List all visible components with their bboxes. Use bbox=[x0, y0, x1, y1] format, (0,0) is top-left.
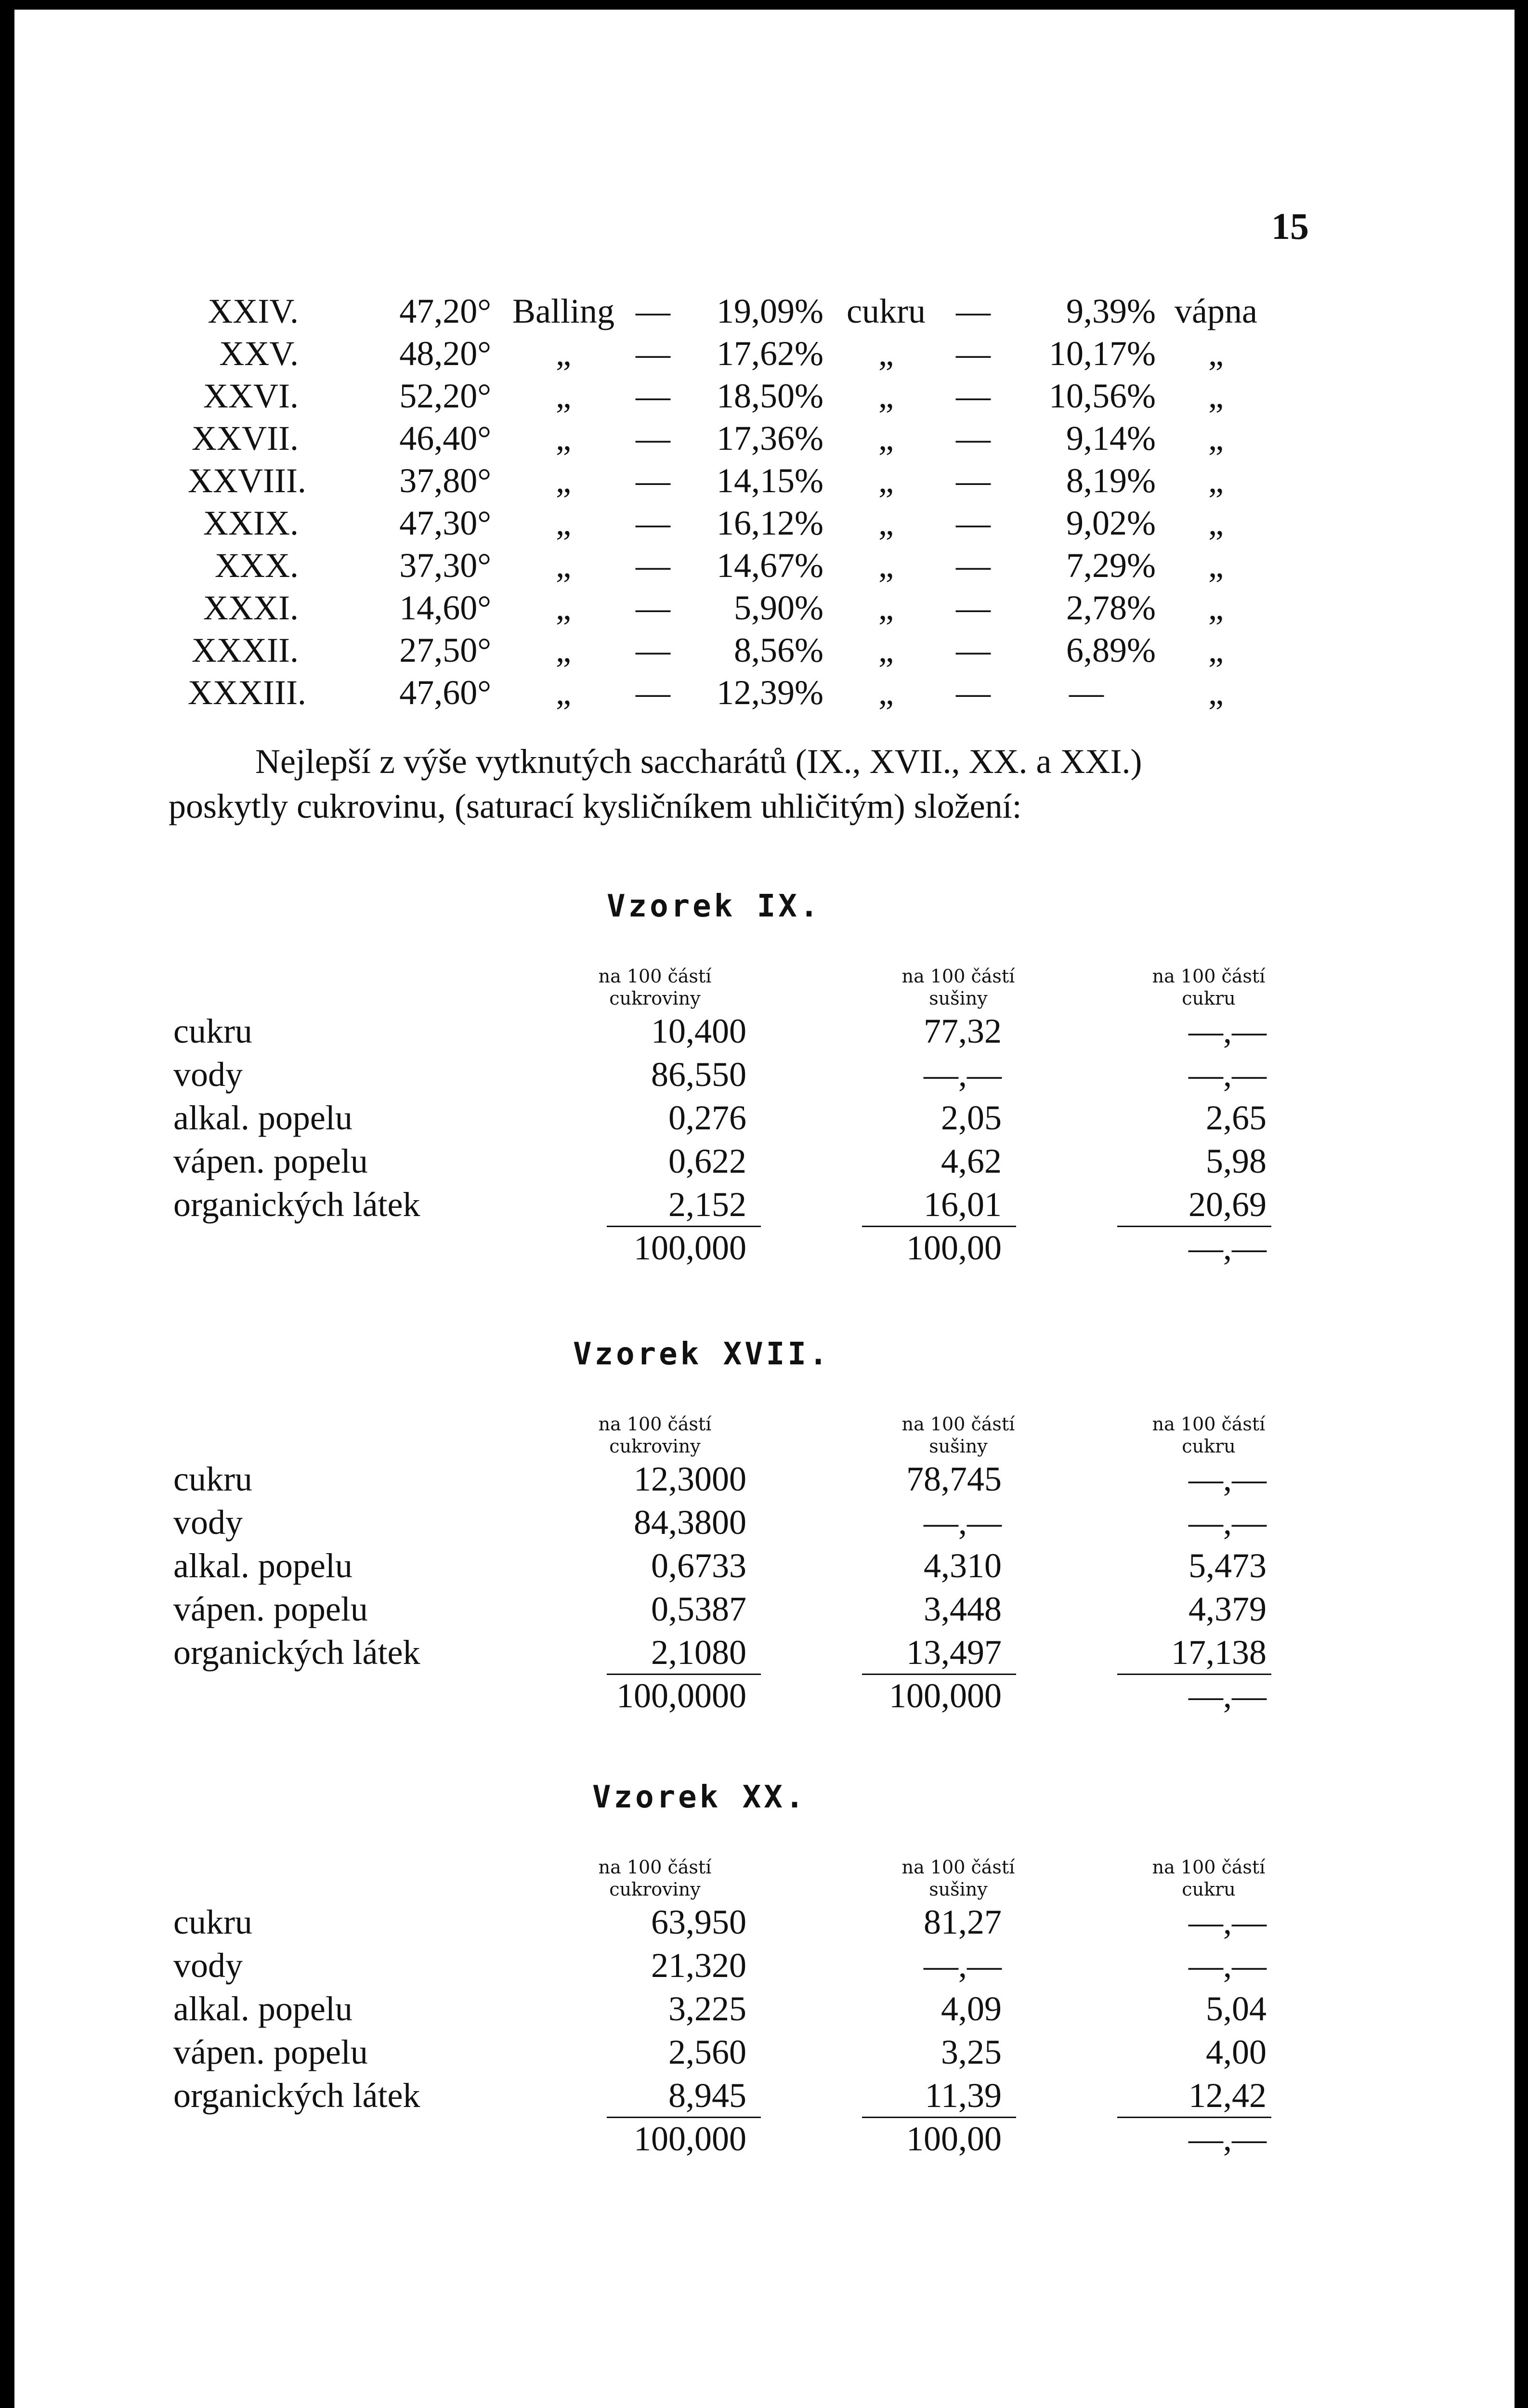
degree-value: 52,20° bbox=[399, 377, 491, 415]
value-cukroviny: 3,225 bbox=[668, 1989, 746, 2028]
sugar-word: „ bbox=[878, 377, 894, 415]
degree-value: 27,50° bbox=[399, 631, 491, 669]
row-label: cukru bbox=[173, 1460, 252, 1498]
lime-word: „ bbox=[1208, 546, 1224, 585]
row-label: vápen. popelu bbox=[173, 1142, 368, 1180]
sample-title: Vzorek IX. bbox=[607, 889, 822, 924]
row-label: vody bbox=[173, 1055, 243, 1094]
total-susiny: 100,000 bbox=[889, 1676, 1002, 1715]
header-susiny: na 100 částí sušiny bbox=[901, 966, 1015, 1009]
row-id: XXXI. bbox=[203, 589, 299, 627]
row-id: XXV. bbox=[219, 334, 299, 373]
value-susiny: —,— bbox=[924, 1503, 1002, 1542]
value-cukru: —,— bbox=[1188, 1460, 1267, 1498]
value-susiny: 81,27 bbox=[924, 1903, 1002, 1941]
sugar-word: „ bbox=[878, 546, 894, 585]
lime-word: „ bbox=[1208, 419, 1224, 458]
lime-percent: 8,19% bbox=[1066, 461, 1156, 500]
value-cukru: 4,00 bbox=[1206, 2033, 1267, 2071]
sugar-percent: 8,56% bbox=[734, 631, 823, 669]
lime-word: „ bbox=[1208, 589, 1224, 627]
value-cukroviny: 0,622 bbox=[668, 1142, 746, 1180]
value-cukroviny: 12,3000 bbox=[634, 1460, 746, 1498]
value-cukru: 4,379 bbox=[1188, 1590, 1267, 1628]
row-label: cukru bbox=[173, 1012, 252, 1050]
sugar-word: „ bbox=[878, 461, 894, 500]
sum-rule bbox=[862, 1226, 1016, 1227]
lime-percent: 9,39% bbox=[1066, 292, 1156, 330]
value-cukru: —,— bbox=[1188, 1946, 1267, 1985]
value-susiny: 16,01 bbox=[924, 1185, 1002, 1224]
dash: — bbox=[636, 334, 670, 373]
sample-title: Vzorek XX. bbox=[592, 1780, 807, 1815]
unit-label: „ bbox=[556, 377, 571, 415]
value-cukru: —,— bbox=[1188, 1055, 1267, 1094]
document-page bbox=[14, 10, 1515, 2408]
row-label: organických látek bbox=[173, 1185, 420, 1224]
sum-rule bbox=[1117, 1226, 1271, 1227]
value-cukroviny: 86,550 bbox=[651, 1055, 746, 1094]
value-cukru: —,— bbox=[1188, 1503, 1267, 1542]
row-id: XXVII. bbox=[192, 419, 299, 458]
unit-label: „ bbox=[556, 546, 571, 585]
row-id: XXXII. bbox=[192, 631, 299, 669]
dash: — bbox=[956, 377, 991, 415]
degree-value: 47,20° bbox=[399, 292, 491, 330]
sum-rule bbox=[862, 1674, 1016, 1675]
value-susiny: 13,497 bbox=[906, 1633, 1002, 1672]
lime-word: „ bbox=[1208, 334, 1224, 373]
row-label: organických látek bbox=[173, 1633, 420, 1672]
sugar-percent: 18,50% bbox=[717, 377, 823, 415]
value-cukroviny: 2,560 bbox=[668, 2033, 746, 2071]
lime-percent: 2,78% bbox=[1066, 589, 1156, 627]
value-susiny: 11,39 bbox=[925, 2076, 1002, 2115]
value-susiny: 4,09 bbox=[941, 1989, 1002, 2028]
sugar-word: „ bbox=[878, 419, 894, 458]
row-label: vápen. popelu bbox=[173, 2033, 368, 2071]
dash: — bbox=[636, 377, 670, 415]
lime-percent: 7,29% bbox=[1066, 546, 1156, 585]
unit-label: „ bbox=[556, 334, 571, 373]
sugar-word: „ bbox=[878, 504, 894, 542]
value-susiny: 3,25 bbox=[941, 2033, 1002, 2071]
value-cukru: 17,138 bbox=[1171, 1633, 1267, 1672]
unit-label: Balling bbox=[512, 292, 614, 330]
lime-word: „ bbox=[1208, 504, 1224, 542]
value-cukru: 5,04 bbox=[1206, 1989, 1267, 2028]
sugar-percent: 16,12% bbox=[717, 504, 823, 542]
header-cukru: na 100 částí cukru bbox=[1152, 1413, 1266, 1457]
dash: — bbox=[636, 292, 670, 330]
value-susiny: 2,05 bbox=[941, 1099, 1002, 1137]
lime-word: „ bbox=[1208, 377, 1224, 415]
header-cukru: na 100 částí cukru bbox=[1152, 1857, 1266, 1900]
lime-percent: 6,89% bbox=[1066, 631, 1156, 669]
sugar-percent: 14,67% bbox=[717, 546, 823, 585]
unit-label: „ bbox=[556, 631, 571, 669]
value-cukru: 5,98 bbox=[1206, 1142, 1267, 1180]
row-label: cukru bbox=[173, 1903, 252, 1941]
value-susiny: —,— bbox=[924, 1055, 1002, 1094]
sugar-word: cukru bbox=[847, 292, 926, 330]
sugar-percent: 5,90% bbox=[734, 589, 823, 627]
unit-label: „ bbox=[556, 461, 571, 500]
degree-value: 37,30° bbox=[399, 546, 491, 585]
intro-line-2: poskytly cukrovinu, (saturací kysličníkem uhličitým) složení: bbox=[169, 787, 1022, 825]
sugar-word: „ bbox=[878, 334, 894, 373]
lime-word: „ bbox=[1208, 461, 1224, 500]
value-cukru: 20,69 bbox=[1188, 1185, 1267, 1224]
sugar-percent: 12,39% bbox=[717, 673, 823, 712]
row-id: XXXIII. bbox=[188, 673, 306, 712]
row-id: XXX. bbox=[215, 546, 299, 585]
value-susiny: 4,310 bbox=[924, 1546, 1002, 1585]
lime-word: vápna bbox=[1175, 292, 1257, 330]
dash: — bbox=[956, 504, 991, 542]
dash: — bbox=[956, 292, 991, 330]
header-cukroviny: na 100 částí cukroviny bbox=[598, 1857, 712, 1900]
row-label: vápen. popelu bbox=[173, 1590, 368, 1628]
sum-rule bbox=[1117, 2117, 1271, 2118]
value-cukroviny: 21,320 bbox=[651, 1946, 746, 1985]
value-susiny: 3,448 bbox=[924, 1590, 1002, 1628]
total-cukroviny: 100,000 bbox=[634, 1229, 746, 1267]
value-cukroviny: 2,152 bbox=[668, 1185, 746, 1224]
total-susiny: 100,00 bbox=[906, 2120, 1002, 2158]
sample-title: Vzorek XVII. bbox=[573, 1336, 831, 1372]
total-cukru: —,— bbox=[1188, 1676, 1267, 1715]
sugar-percent: 19,09% bbox=[717, 292, 823, 330]
value-cukru: —,— bbox=[1188, 1903, 1267, 1941]
header-cukroviny: na 100 částí cukroviny bbox=[598, 966, 712, 1009]
dash: — bbox=[636, 546, 670, 585]
sugar-percent: 17,36% bbox=[717, 419, 823, 458]
value-susiny: —,— bbox=[924, 1946, 1002, 1985]
unit-label: „ bbox=[556, 504, 571, 542]
row-id: XXIV. bbox=[208, 292, 299, 330]
dash: — bbox=[636, 589, 670, 627]
value-cukru: 12,42 bbox=[1188, 2076, 1267, 2115]
row-label: organických látek bbox=[173, 2076, 420, 2115]
header-cukroviny: na 100 částí cukroviny bbox=[598, 1413, 712, 1457]
value-cukroviny: 0,6733 bbox=[651, 1546, 746, 1585]
dash: — bbox=[956, 334, 991, 373]
value-cukroviny: 10,400 bbox=[651, 1012, 746, 1050]
value-cukroviny: 0,276 bbox=[668, 1099, 746, 1137]
value-cukru: 2,65 bbox=[1206, 1099, 1267, 1137]
value-cukroviny: 0,5387 bbox=[651, 1590, 746, 1628]
sugar-word: „ bbox=[878, 673, 894, 712]
value-cukroviny: 63,950 bbox=[651, 1903, 746, 1941]
dash: — bbox=[956, 461, 991, 500]
sum-rule bbox=[607, 2117, 761, 2118]
value-susiny: 78,745 bbox=[906, 1460, 1002, 1498]
dash: — bbox=[636, 673, 670, 712]
value-cukroviny: 84,3800 bbox=[634, 1503, 746, 1542]
lime-percent: 10,17% bbox=[1049, 334, 1156, 373]
row-label: alkal. popelu bbox=[173, 1989, 353, 2028]
lime-percent: 9,14% bbox=[1066, 419, 1156, 458]
row-label: vody bbox=[173, 1503, 243, 1542]
header-susiny: na 100 částí sušiny bbox=[901, 1857, 1015, 1900]
row-id: XXVI. bbox=[203, 377, 299, 415]
unit-label: „ bbox=[556, 673, 571, 712]
dash: — bbox=[636, 504, 670, 542]
total-cukroviny: 100,0000 bbox=[616, 1676, 746, 1715]
total-cukroviny: 100,000 bbox=[634, 2120, 746, 2158]
row-id: XXVIII. bbox=[188, 461, 306, 500]
intro-line-1: Nejlepší z výše vytknutých saccharátů (IX., XVII., XX. a XXI.) bbox=[255, 742, 1142, 781]
degree-value: 37,80° bbox=[399, 461, 491, 500]
dash: — bbox=[636, 461, 670, 500]
value-cukroviny: 8,945 bbox=[668, 2076, 746, 2115]
row-label: vody bbox=[173, 1946, 243, 1985]
header-cukru: na 100 částí cukru bbox=[1152, 966, 1266, 1009]
sum-rule bbox=[607, 1226, 761, 1227]
sugar-percent: 14,15% bbox=[717, 461, 823, 500]
lime-word: „ bbox=[1208, 673, 1224, 712]
sum-rule bbox=[1117, 1674, 1271, 1675]
lime-percent: 10,56% bbox=[1049, 377, 1156, 415]
total-cukru: —,— bbox=[1188, 1229, 1267, 1267]
dash: — bbox=[956, 589, 991, 627]
value-cukroviny: 2,1080 bbox=[651, 1633, 746, 1672]
degree-value: 48,20° bbox=[399, 334, 491, 373]
value-cukru: 5,473 bbox=[1188, 1546, 1267, 1585]
value-cukru: —,— bbox=[1188, 1012, 1267, 1050]
lime-percent: — bbox=[1069, 673, 1104, 712]
row-label: alkal. popelu bbox=[173, 1546, 353, 1585]
degree-value: 47,60° bbox=[399, 673, 491, 712]
dash: — bbox=[956, 631, 991, 669]
header-susiny: na 100 částí sušiny bbox=[901, 1413, 1015, 1457]
degree-value: 14,60° bbox=[399, 589, 491, 627]
degree-value: 47,30° bbox=[399, 504, 491, 542]
total-cukru: —,— bbox=[1188, 2120, 1267, 2158]
unit-label: „ bbox=[556, 589, 571, 627]
lime-word: „ bbox=[1208, 631, 1224, 669]
sugar-word: „ bbox=[878, 631, 894, 669]
total-susiny: 100,00 bbox=[906, 1229, 1002, 1267]
sugar-word: „ bbox=[878, 589, 894, 627]
dash: — bbox=[636, 419, 670, 458]
dash: — bbox=[956, 673, 991, 712]
degree-value: 46,40° bbox=[399, 419, 491, 458]
page-number: 15 bbox=[1271, 205, 1309, 247]
lime-percent: 9,02% bbox=[1066, 504, 1156, 542]
sugar-percent: 17,62% bbox=[717, 334, 823, 373]
dash: — bbox=[956, 419, 991, 458]
unit-label: „ bbox=[556, 419, 571, 458]
sum-rule bbox=[862, 2117, 1016, 2118]
dash: — bbox=[636, 631, 670, 669]
sum-rule bbox=[607, 1674, 761, 1675]
row-label: alkal. popelu bbox=[173, 1099, 353, 1137]
value-susiny: 4,62 bbox=[941, 1142, 1002, 1180]
value-susiny: 77,32 bbox=[924, 1012, 1002, 1050]
dash: — bbox=[956, 546, 991, 585]
row-id: XXIX. bbox=[203, 504, 299, 542]
